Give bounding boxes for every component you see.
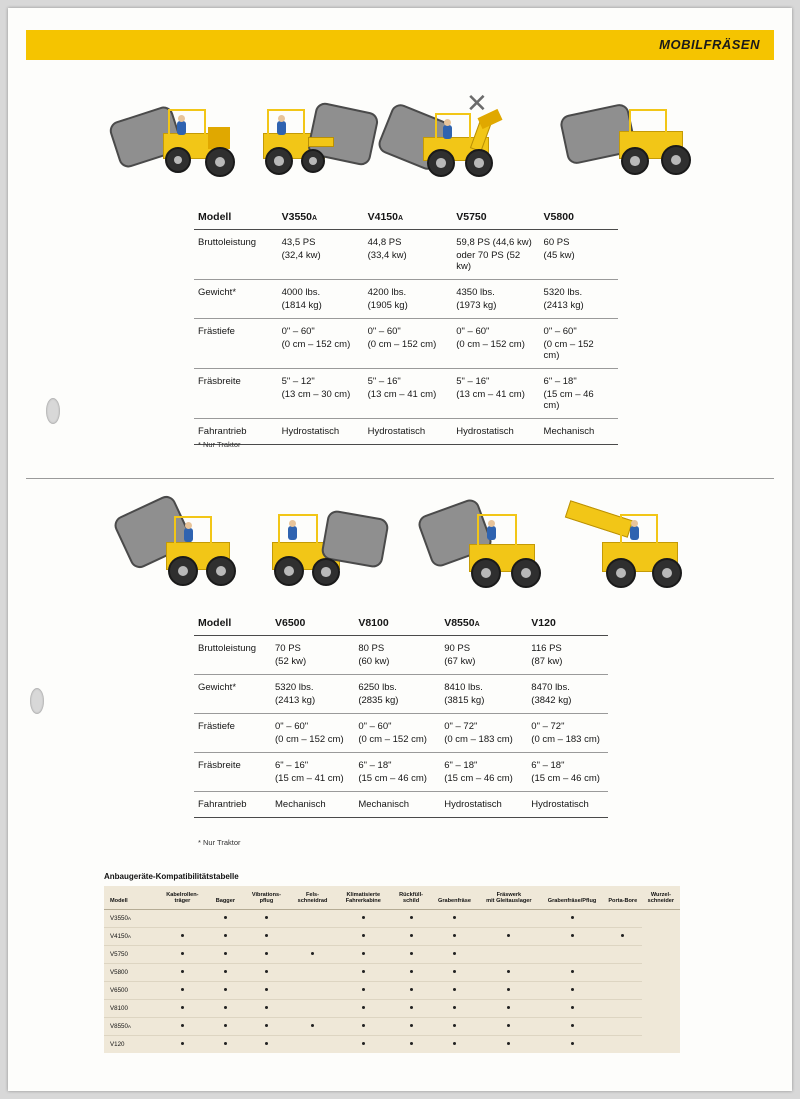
table-row-width bbox=[194, 369, 618, 419]
table-header-row bbox=[194, 610, 608, 636]
check-dot-icon bbox=[571, 916, 574, 919]
cell-width-v6500: 6" – 16" (15 cm – 41 cm) bbox=[271, 753, 354, 792]
compat-cell bbox=[244, 999, 289, 1017]
compat-header-model: Modell bbox=[104, 886, 158, 909]
compat-cell bbox=[207, 927, 244, 945]
compat-cell-model: V6500 bbox=[104, 981, 158, 999]
cell-power-v6500: 70 PS (52 kw) bbox=[271, 636, 354, 675]
check-dot-icon bbox=[362, 934, 365, 937]
compat-cell bbox=[432, 927, 478, 945]
compat-header-grabenfraese: Grabenfräse bbox=[432, 886, 478, 909]
cell-width-v5800: 6" – 18" (15 cm – 46 cm) bbox=[540, 369, 618, 419]
compat-header-vibrationspflug: Vibrations- pflug bbox=[244, 886, 289, 909]
row-label-power: Bruttoleistung bbox=[194, 636, 271, 675]
compat-cell bbox=[289, 981, 336, 999]
compat-table-wrap bbox=[104, 886, 680, 1053]
pencil-x-mark: ✕ bbox=[466, 88, 488, 118]
machine-illustration bbox=[266, 502, 406, 602]
machine-illustration bbox=[383, 99, 523, 199]
check-dot-icon bbox=[265, 1024, 268, 1027]
cell-power-v8550: 90 PS (67 kw) bbox=[440, 636, 527, 675]
compat-cell bbox=[477, 927, 540, 945]
compat-cell bbox=[391, 1035, 432, 1053]
compat-cell bbox=[540, 945, 603, 963]
table-row bbox=[104, 945, 680, 963]
check-dot-icon bbox=[571, 1024, 574, 1027]
cell-power-v120: 116 PS (87 kw) bbox=[527, 636, 608, 675]
compat-cell bbox=[540, 1035, 603, 1053]
table-row-weight bbox=[194, 280, 618, 319]
compat-cell bbox=[207, 981, 244, 999]
compat-cell bbox=[604, 999, 642, 1017]
compat-cell bbox=[207, 1017, 244, 1035]
check-dot-icon bbox=[181, 988, 184, 991]
table-row bbox=[104, 1035, 680, 1053]
spec-table-top bbox=[194, 204, 618, 445]
compat-cell bbox=[244, 963, 289, 981]
cell-width-v8550: 6" – 18" (15 cm – 46 cm) bbox=[440, 753, 527, 792]
check-dot-icon bbox=[224, 934, 227, 937]
compat-cell bbox=[604, 909, 642, 927]
cell-weight-v5750: 4350 lbs. (1973 kg) bbox=[452, 280, 539, 319]
cell-power-v5750: 59,8 PS (44,6 kw) oder 70 PS (52 kw) bbox=[452, 230, 539, 280]
header-bar bbox=[26, 30, 774, 60]
check-dot-icon bbox=[265, 1006, 268, 1009]
compat-cell-model: V8100 bbox=[104, 999, 158, 1017]
cell-power-v4150: 44,8 PS (33,4 kw) bbox=[364, 230, 453, 280]
check-dot-icon bbox=[453, 934, 456, 937]
cell-weight-v4150: 4200 lbs. (1905 kg) bbox=[364, 280, 453, 319]
check-dot-icon bbox=[453, 952, 456, 955]
compat-cell bbox=[289, 1035, 336, 1053]
compat-cell bbox=[540, 909, 603, 927]
check-dot-icon bbox=[453, 988, 456, 991]
machine-illustration bbox=[118, 502, 258, 602]
check-dot-icon bbox=[453, 916, 456, 919]
compat-cell bbox=[391, 909, 432, 927]
footnote-top: * Nur Traktor bbox=[198, 440, 241, 449]
row-label-width: Fräsbreite bbox=[194, 753, 271, 792]
table-header-row bbox=[194, 204, 618, 230]
row-label-depth: Frästiefe bbox=[194, 714, 271, 753]
check-dot-icon bbox=[181, 1006, 184, 1009]
check-dot-icon bbox=[265, 970, 268, 973]
check-dot-icon bbox=[410, 1006, 413, 1009]
cell-drive-v3550: Hydrostatisch bbox=[278, 419, 364, 445]
compat-cell bbox=[477, 1035, 540, 1053]
column-header-v120: V120 bbox=[527, 610, 608, 636]
cell-depth-v8550: 0" – 72" (0 cm – 183 cm) bbox=[440, 714, 527, 753]
check-dot-icon bbox=[621, 934, 624, 937]
compat-header-row bbox=[104, 886, 680, 909]
table-row-drive bbox=[194, 419, 618, 445]
column-header-v6500: V6500 bbox=[271, 610, 354, 636]
column-header-v4150: V4150A bbox=[364, 204, 453, 230]
compat-cell bbox=[477, 909, 540, 927]
compat-cell bbox=[432, 1035, 478, 1053]
compat-cell bbox=[158, 999, 207, 1017]
cell-power-v3550: 43,5 PS (32,4 kw) bbox=[278, 230, 364, 280]
cell-drive-v8100: Mechanisch bbox=[354, 792, 440, 818]
cell-drive-v5750: Hydrostatisch bbox=[452, 419, 539, 445]
cell-weight-v8550: 8410 lbs. (3815 kg) bbox=[440, 675, 527, 714]
compat-cell bbox=[336, 1035, 391, 1053]
cell-depth-v5750: 0" – 60" (0 cm – 152 cm) bbox=[452, 319, 539, 369]
compat-cell bbox=[244, 1017, 289, 1035]
check-dot-icon bbox=[507, 934, 510, 937]
compat-cell bbox=[604, 981, 642, 999]
column-header-v5750: V5750 bbox=[452, 204, 539, 230]
cell-weight-v5800: 5320 lbs. (2413 kg) bbox=[540, 280, 618, 319]
cell-power-v5800: 60 PS (45 kw) bbox=[540, 230, 618, 280]
compat-cell bbox=[391, 963, 432, 981]
cell-weight-v3550: 4000 lbs. (1814 kg) bbox=[278, 280, 364, 319]
compat-cell bbox=[540, 981, 603, 999]
check-dot-icon bbox=[224, 970, 227, 973]
table-row-power bbox=[194, 636, 608, 675]
cell-drive-v4150: Hydrostatisch bbox=[364, 419, 453, 445]
compat-cell bbox=[336, 927, 391, 945]
compat-cell bbox=[158, 981, 207, 999]
check-dot-icon bbox=[265, 1042, 268, 1045]
machine-illustrations-top bbox=[8, 88, 792, 203]
compat-cell bbox=[207, 909, 244, 927]
check-dot-icon bbox=[362, 1006, 365, 1009]
column-header-model: Modell bbox=[194, 204, 278, 230]
table-row bbox=[104, 909, 680, 927]
compat-cell bbox=[289, 945, 336, 963]
check-dot-icon bbox=[265, 952, 268, 955]
compat-cell bbox=[289, 1017, 336, 1035]
cell-power-v8100: 80 PS (60 kw) bbox=[354, 636, 440, 675]
compat-cell bbox=[477, 1017, 540, 1035]
cell-depth-v3550: 0" – 60" (0 cm – 152 cm) bbox=[278, 319, 364, 369]
check-dot-icon bbox=[410, 988, 413, 991]
compat-cell bbox=[391, 927, 432, 945]
cell-depth-v5800: 0" – 60" (0 cm – 152 cm) bbox=[540, 319, 618, 369]
cell-width-v4150: 5" – 16" (13 cm – 41 cm) bbox=[364, 369, 453, 419]
compat-cell-model: V8550A bbox=[104, 1017, 158, 1035]
cell-width-v120: 6" – 18" (15 cm – 46 cm) bbox=[527, 753, 608, 792]
check-dot-icon bbox=[410, 952, 413, 955]
check-dot-icon bbox=[224, 1024, 227, 1027]
cell-depth-v4150: 0" – 60" (0 cm – 152 cm) bbox=[364, 319, 453, 369]
compat-cell bbox=[336, 963, 391, 981]
compat-header-wurzelschneider: Wurzel- schneider bbox=[642, 886, 680, 909]
compat-cell bbox=[207, 1035, 244, 1053]
compat-cell-model: V3550A bbox=[104, 909, 158, 927]
compat-cell bbox=[158, 1017, 207, 1035]
table-row bbox=[104, 1017, 680, 1035]
compat-cell bbox=[289, 963, 336, 981]
compat-cell bbox=[207, 963, 244, 981]
table-row-width bbox=[194, 753, 608, 792]
page-title: MOBILFRÄSEN bbox=[659, 37, 760, 52]
check-dot-icon bbox=[362, 952, 365, 955]
compat-cell bbox=[604, 945, 642, 963]
compat-body bbox=[104, 909, 680, 1053]
compat-cell bbox=[604, 927, 642, 945]
table-row bbox=[104, 963, 680, 981]
cell-drive-v6500: Mechanisch bbox=[271, 792, 354, 818]
compat-cell bbox=[244, 945, 289, 963]
compat-cell bbox=[540, 1017, 603, 1035]
table-row bbox=[104, 999, 680, 1017]
check-dot-icon bbox=[362, 970, 365, 973]
check-dot-icon bbox=[224, 1042, 227, 1045]
check-dot-icon bbox=[410, 1042, 413, 1045]
check-dot-icon bbox=[181, 934, 184, 937]
compat-header-fraeswerk: Fräswerk mit Gleitauslager bbox=[477, 886, 540, 909]
compat-cell bbox=[540, 963, 603, 981]
check-dot-icon bbox=[181, 1042, 184, 1045]
check-dot-icon bbox=[507, 1024, 510, 1027]
machine-illustration bbox=[113, 103, 253, 203]
compat-cell bbox=[604, 1017, 642, 1035]
compat-cell bbox=[158, 945, 207, 963]
cell-drive-v120: Hydrostatisch bbox=[527, 792, 608, 818]
check-dot-icon bbox=[265, 934, 268, 937]
check-dot-icon bbox=[507, 1006, 510, 1009]
compat-cell bbox=[244, 927, 289, 945]
compat-cell bbox=[289, 927, 336, 945]
row-label-weight: Gewicht* bbox=[194, 675, 271, 714]
compat-cell bbox=[432, 981, 478, 999]
machine-illustration bbox=[253, 101, 393, 201]
compat-cell bbox=[540, 999, 603, 1017]
punch-hole bbox=[46, 398, 60, 424]
check-dot-icon bbox=[571, 934, 574, 937]
compat-header-felsschneidrad: Fels- schneidrad bbox=[289, 886, 336, 909]
compat-cell bbox=[207, 945, 244, 963]
cell-weight-v120: 8470 lbs. (3842 kg) bbox=[527, 675, 608, 714]
compat-header-kabelrollentraeger: Kabelrollen- träger bbox=[158, 886, 207, 909]
check-dot-icon bbox=[311, 1024, 314, 1027]
compat-cell bbox=[477, 999, 540, 1017]
compat-cell bbox=[158, 963, 207, 981]
compat-cell bbox=[336, 909, 391, 927]
table-row-power bbox=[194, 230, 618, 280]
cell-drive-v8550: Hydrostatisch bbox=[440, 792, 527, 818]
cell-drive-v5800: Mechanisch bbox=[540, 419, 618, 445]
compat-header-rueckfuellschild: Rückfüll- schild bbox=[391, 886, 432, 909]
compat-cell bbox=[244, 909, 289, 927]
cell-width-v3550: 5" – 12" (13 cm – 30 cm) bbox=[278, 369, 364, 419]
compat-cell bbox=[336, 981, 391, 999]
compat-header-porta-bore: Porta-Bore bbox=[604, 886, 642, 909]
compat-cell bbox=[540, 927, 603, 945]
cell-depth-v8100: 0" – 60" (0 cm – 152 cm) bbox=[354, 714, 440, 753]
cell-depth-v120: 0" – 72" (0 cm – 183 cm) bbox=[527, 714, 608, 753]
compat-cell bbox=[244, 981, 289, 999]
compat-cell bbox=[207, 999, 244, 1017]
compat-cell bbox=[336, 999, 391, 1017]
cell-depth-v6500: 0" – 60" (0 cm – 152 cm) bbox=[271, 714, 354, 753]
machine-illustration bbox=[563, 105, 703, 205]
check-dot-icon bbox=[571, 988, 574, 991]
compat-cell bbox=[604, 1035, 642, 1053]
check-dot-icon bbox=[362, 1042, 365, 1045]
compat-cell bbox=[336, 1017, 391, 1035]
table-row-drive bbox=[194, 792, 608, 818]
check-dot-icon bbox=[453, 1006, 456, 1009]
check-dot-icon bbox=[181, 1024, 184, 1027]
spec-table-bottom bbox=[194, 610, 608, 818]
check-dot-icon bbox=[224, 952, 227, 955]
punch-hole bbox=[30, 688, 44, 714]
check-dot-icon bbox=[311, 952, 314, 955]
check-dot-icon bbox=[224, 988, 227, 991]
compat-header-fahrerkabine: Klimatisierte Fahrerkabine bbox=[336, 886, 391, 909]
check-dot-icon bbox=[571, 1006, 574, 1009]
row-label-width: Fräsbreite bbox=[194, 369, 278, 419]
compat-cell bbox=[336, 945, 391, 963]
check-dot-icon bbox=[224, 916, 227, 919]
compat-cell bbox=[158, 1035, 207, 1053]
check-dot-icon bbox=[362, 1024, 365, 1027]
compat-header-grabenfraese-pflug: Grabenfräse/Pflug bbox=[540, 886, 603, 909]
column-header-model: Modell bbox=[194, 610, 271, 636]
check-dot-icon bbox=[410, 970, 413, 973]
row-label-weight: Gewicht* bbox=[194, 280, 278, 319]
compat-cell bbox=[391, 999, 432, 1017]
compat-table-title: Anbaugeräte-Kompatibilitätstabelle bbox=[104, 872, 239, 881]
cell-weight-v8100: 6250 lbs. (2835 kg) bbox=[354, 675, 440, 714]
check-dot-icon bbox=[362, 916, 365, 919]
check-dot-icon bbox=[224, 1006, 227, 1009]
brochure-page bbox=[8, 8, 792, 1091]
check-dot-icon bbox=[265, 916, 268, 919]
compat-cell bbox=[432, 999, 478, 1017]
column-header-v3550: V3550A bbox=[278, 204, 364, 230]
compat-cell bbox=[158, 927, 207, 945]
machine-illustration bbox=[423, 500, 563, 600]
compat-cell bbox=[604, 963, 642, 981]
table-row bbox=[104, 927, 680, 945]
table-row-depth bbox=[194, 714, 608, 753]
machine-illustrations-bottom bbox=[8, 500, 792, 610]
cell-width-v5750: 5" – 16" (13 cm – 41 cm) bbox=[452, 369, 539, 419]
row-label-depth: Frästiefe bbox=[194, 319, 278, 369]
compat-cell bbox=[391, 1017, 432, 1035]
compat-cell bbox=[477, 963, 540, 981]
check-dot-icon bbox=[571, 970, 574, 973]
check-dot-icon bbox=[453, 970, 456, 973]
column-header-v5800: V5800 bbox=[540, 204, 618, 230]
check-dot-icon bbox=[181, 952, 184, 955]
check-dot-icon bbox=[453, 1042, 456, 1045]
compat-cell-model: V4150A bbox=[104, 927, 158, 945]
check-dot-icon bbox=[265, 988, 268, 991]
compat-cell bbox=[289, 909, 336, 927]
column-header-v8100: V8100 bbox=[354, 610, 440, 636]
check-dot-icon bbox=[571, 1042, 574, 1045]
compat-cell bbox=[477, 981, 540, 999]
compat-cell bbox=[391, 945, 432, 963]
compat-cell bbox=[158, 909, 207, 927]
compat-header-bagger: Bagger bbox=[207, 886, 244, 909]
compat-cell bbox=[432, 909, 478, 927]
compat-cell-model: V120 bbox=[110, 1040, 125, 1048]
cell-width-v8100: 6" – 18" (15 cm – 46 cm) bbox=[354, 753, 440, 792]
compat-cell-model: V5800 bbox=[104, 963, 158, 981]
compat-cell bbox=[477, 945, 540, 963]
compat-cell-model: V5750 bbox=[104, 945, 158, 963]
row-label-drive: Fahrantrieb bbox=[194, 792, 271, 818]
table-row bbox=[104, 981, 680, 999]
check-dot-icon bbox=[181, 970, 184, 973]
check-dot-icon bbox=[410, 916, 413, 919]
table-row-depth bbox=[194, 319, 618, 369]
check-dot-icon bbox=[507, 970, 510, 973]
column-header-v8550: V8550A bbox=[440, 610, 527, 636]
compat-cell bbox=[391, 981, 432, 999]
section-divider bbox=[26, 478, 774, 479]
compat-cell bbox=[289, 999, 336, 1017]
check-dot-icon bbox=[410, 934, 413, 937]
compat-table bbox=[104, 886, 680, 1053]
cell-weight-v6500: 5320 lbs. (2413 kg) bbox=[271, 675, 354, 714]
table-row-weight bbox=[194, 675, 608, 714]
compat-cell bbox=[432, 963, 478, 981]
compat-cell bbox=[432, 945, 478, 963]
check-dot-icon bbox=[362, 988, 365, 991]
compat-cell bbox=[244, 1035, 289, 1053]
row-label-power: Bruttoleistung bbox=[194, 230, 278, 280]
compat-cell bbox=[432, 1017, 478, 1035]
check-dot-icon bbox=[410, 1024, 413, 1027]
check-dot-icon bbox=[507, 988, 510, 991]
check-dot-icon bbox=[507, 1042, 510, 1045]
check-dot-icon bbox=[453, 1024, 456, 1027]
footnote-bottom: * Nur Traktor bbox=[198, 838, 241, 847]
row-label-drive: Fahrantrieb bbox=[194, 419, 278, 445]
machine-illustration bbox=[560, 500, 700, 600]
